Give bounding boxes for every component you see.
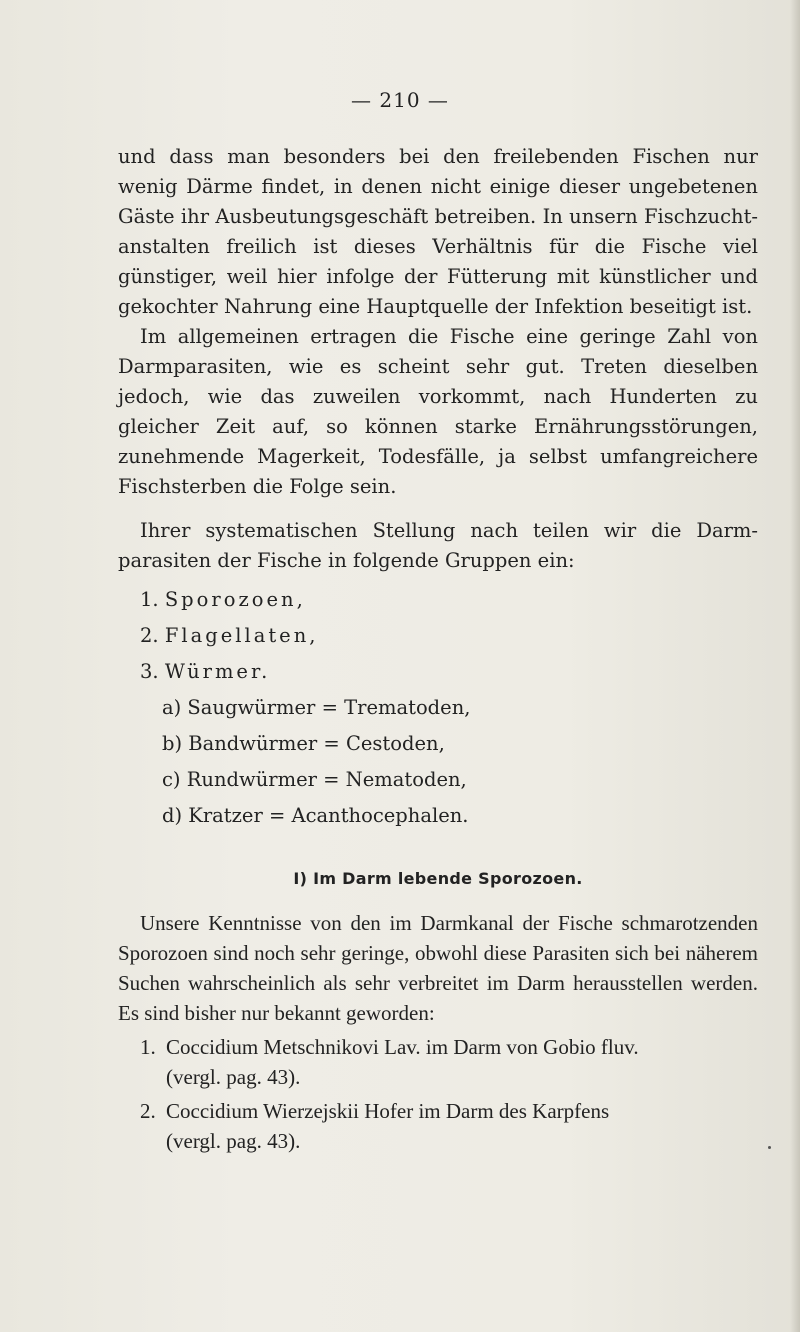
list-item: c) Rundwürmer = Nematoden,	[162, 768, 467, 791]
section-paragraph: Unsere Kenntnisse von den im Darmkanal der Fische schmarotzenden Sporozoen sind noch sehr geringe, obwohl diese Parasiten sich bei näherem Suchen wahrscheinlich als sehr verbreitet im Darm herausstellen werden. Es sind bisher nur bekannt geworden:	[118, 911, 758, 1025]
species-reference: (vergl. pag. 43).	[166, 1065, 301, 1089]
list-item	[140, 1096, 758, 1156]
species-number: 2.	[140, 1099, 156, 1123]
page-number: — 210 —	[351, 88, 449, 112]
list-item: a) Saugwürmer = Trematoden,	[162, 696, 471, 719]
species-entry	[166, 1096, 758, 1156]
list-item: d) Kratzer = Acanthocephalen.	[162, 804, 469, 827]
ink-speck	[768, 1146, 771, 1149]
species-name: Coccidium Metschnikovi Lav. im Darm von Gobio fluv.	[166, 1035, 639, 1059]
species-list	[140, 1032, 758, 1156]
group-list	[140, 582, 758, 834]
list-item	[140, 1032, 758, 1092]
list-item	[140, 618, 758, 654]
group-label: Sporozoen,	[164, 588, 306, 611]
group-number: 2.	[140, 624, 159, 647]
paragraph-1: und dass man besonders bei den freilebenden Fischen nur wenig Därme findet, in denen nicht einige dieser ungebetenen Gäste ihr Ausbeutungsgeschäft betreiben. In unsern Fischzucht-anstalten freilich ist dieses Verhältnis für die Fische viel günstiger, weil hier infolge der Fütterung mit künstlicher und gekochter Nahrung eine Hauptquelle der Infektion beseitigt ist.	[118, 145, 758, 318]
species-number: 1.	[140, 1035, 156, 1059]
section-heading: I) Im Darm lebende Sporozoen.	[293, 869, 583, 888]
species-entry	[166, 1032, 758, 1092]
group-label: Flagellaten,	[164, 624, 319, 647]
paragraph-2: Im allgemeinen ertragen die Fische eine geringe Zahl von Darmparasiten, wie es scheint sehr gut. Treten dieselben jedoch, wie das zuweilen vorkommt, nach Hunderten zu gleicher Zeit auf, so können starke Ernährungsstörungen, zunehmende Magerkeit, Todesfälle, ja selbst umfangreichere Fischsterben die Folge sein.	[118, 325, 758, 498]
species-reference: (vergl. pag. 43).	[166, 1129, 301, 1153]
group-label: Würmer.	[164, 660, 271, 683]
paragraph-3: Ihrer systematischen Stellung nach teilen wir die Darm-parasiten der Fische in folgende Gruppen ein:	[118, 519, 758, 572]
species-name: Coccidium Wierzejskii Hofer im Darm des Karpfens	[166, 1099, 610, 1123]
list-item: b) Bandwürmer = Cestoden,	[162, 732, 445, 755]
list-item	[140, 654, 758, 834]
page-body	[118, 142, 758, 1160]
page-edge-shadow	[790, 0, 800, 1332]
subgroup-list	[162, 690, 758, 834]
list-item	[140, 582, 758, 618]
group-number: 1.	[140, 588, 159, 611]
group-number: 3.	[140, 660, 159, 683]
